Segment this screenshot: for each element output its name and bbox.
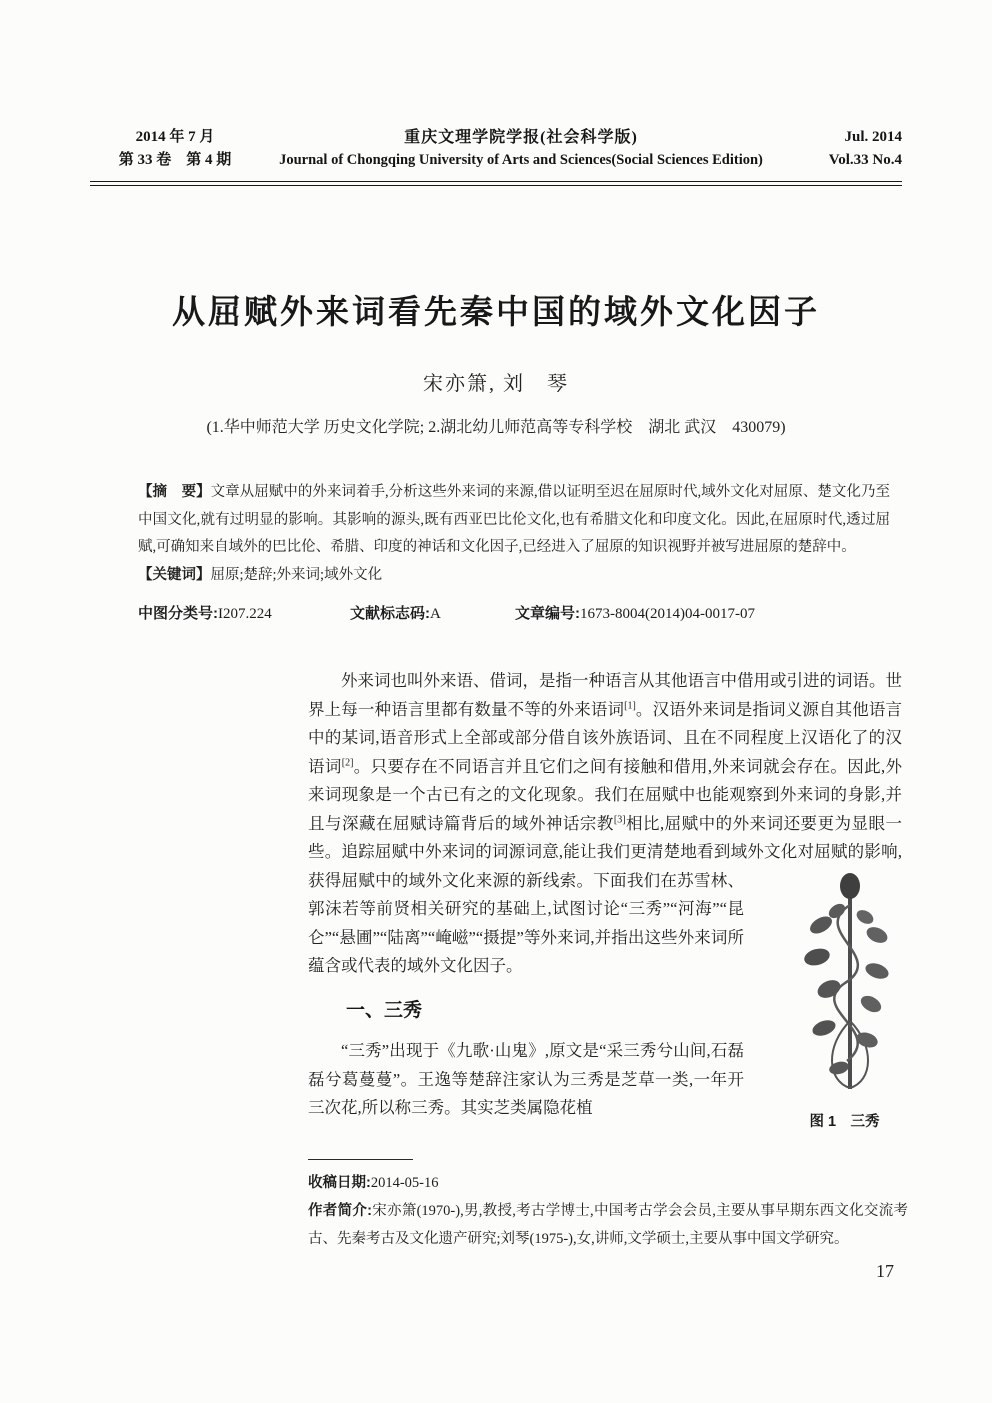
clc-label: 中图分类号: xyxy=(138,605,218,622)
header-double-rule xyxy=(90,181,902,186)
clc-number xyxy=(138,602,350,623)
paragraph-1-text: 下面我们在苏雪林、郭沫若等前贤相关研究的基础上,试图讨论“三秀”“河海”“昆仑”“悬圃”“陆离”“崦嵫”“摄提”等外来词,并指出这些外来词所蕴含或代表的域外文化因子。 xyxy=(308,870,745,975)
document-code-value: A xyxy=(430,606,441,622)
figure-1 xyxy=(754,871,902,1137)
received-date-label: 收稿日期: xyxy=(308,1174,371,1191)
keywords-block xyxy=(138,562,890,590)
running-head-right xyxy=(782,126,902,172)
document-code xyxy=(350,602,515,623)
article-authors: 宋亦箫, 刘 琴 xyxy=(423,373,569,395)
header-date-cn: 2014 年 7 月 xyxy=(135,129,215,145)
section-1-heading: 一、三秀 xyxy=(346,999,423,1021)
article-title: 从屈赋外来词看先秦中国的域外文化因子 xyxy=(172,293,820,330)
reference-mark-1: [1] xyxy=(624,700,636,711)
paragraph-1-text: 外来词也叫外来语、借词，是指一种语言从其他语言中借用或引进的词语。世界上每一种语言里都有数量不等的外来语词 xyxy=(308,671,902,719)
article-affiliation: (1.华中师范大学 历史文化学院; 2.湖北幼儿师范高等专科学校 湖北 武汉 430079) xyxy=(206,419,786,436)
paragraph-1-text: 。只要存在不同语言并且它们之间有接触和借用,外来词就会存在。因此,外来词现象是一个古已有之的文化现象。我们在屈赋中也能观察到外来词的身影,并且与深藏在屈赋诗篇背后的域外神话宗教 xyxy=(308,756,903,833)
footnote-block xyxy=(308,1143,908,1253)
keywords-text: 屈原;楚辞;外来词;域外文化 xyxy=(210,566,383,583)
figure-1-caption: 图 1 三秀 xyxy=(809,1114,880,1130)
footnote-rule xyxy=(308,1159,413,1160)
reference-mark-2: [2] xyxy=(341,757,354,768)
article-id xyxy=(515,602,890,623)
meta-row xyxy=(138,602,890,623)
journal-name-en: Journal of Chongqing University of Arts and Sciences(Social Sciences Edition) xyxy=(279,152,763,168)
author-bio-line xyxy=(308,1197,908,1253)
reference-mark-3: [3] xyxy=(613,814,626,825)
document-code-label: 文献标志码: xyxy=(350,605,430,622)
running-head xyxy=(90,0,902,172)
page-number: 17 xyxy=(876,1260,894,1281)
abstract-block xyxy=(138,479,890,562)
author-bio-label: 作者简介: xyxy=(308,1202,372,1219)
running-head-left xyxy=(90,126,260,172)
clc-value: I207.224 xyxy=(218,606,272,622)
header-issue-cn: 第 33 卷 第 4 期 xyxy=(118,152,232,168)
running-head-center xyxy=(260,126,782,172)
article-id-value: 1673-8004(2014)04-0017-07 xyxy=(580,606,755,622)
paragraph-1-text: 相比,屈赋中的外来词还要更为显眼一些。追踪屈赋中外来词的词源词意,能让我们更清楚地看到域外文化对屈赋的影响,获得屈赋中的域外文化来源的新线索。 xyxy=(308,813,903,890)
body-column xyxy=(308,667,903,1130)
header-vol-en: Vol.33 No.4 xyxy=(828,152,902,168)
paragraph-1-text: 。汉语外来词是指词义源自其他语言中的某词,语音形式上全部或部分借自该外族语词、且在不同程度上汉语化了的汉语词 xyxy=(308,699,903,776)
journal-name-cn: 重庆文理学院学报(社会科学版) xyxy=(404,129,638,146)
received-date-value: 2014-05-16 xyxy=(370,1174,439,1191)
plant-illustration xyxy=(787,871,913,1095)
keywords-label: 【关键词】 xyxy=(138,566,211,583)
article-id-label: 文章编号: xyxy=(515,605,580,622)
abstract-label: 【摘 要】 xyxy=(138,484,211,500)
author-bio-text: 宋亦箫(1970-),男,教授,考古学博士,中国考古学会会员,主要从事早期东西文化交流考古、先秦考古及文化遗产研究;刘琴(1975-),女,讲师,文学硕士,主要从事中国文学研究。 xyxy=(308,1202,908,1247)
received-date-line xyxy=(308,1169,908,1197)
paragraph-2-text: “三秀”出现于《九歌·山鬼》,原文是“采三秀兮山间,石磊磊兮葛蔓蔓”。王逸等楚辞注家认为三秀是芝草一类,一年开三次花,所以称三秀。其实芝类属隐花植 xyxy=(308,1041,744,1117)
abstract-text: 文章从屈赋中的外来词着手,分析这些外来词的来源,借以证明至迟在屈原时代,域外文化对屈原、楚文化乃至中国文化,就有过明显的影响。其影响的源头,既有西亚巴比伦文化,也有希腊文化和印度文化。因此,在屈原时代,透过屈赋,可确知来自域外的巴比伦、希腊、印度的神话和文化因子,已经进入了屈原的知识视野并被写进屈原的楚辞中。 xyxy=(138,484,890,555)
header-date-en: Jul. 2014 xyxy=(844,129,902,145)
